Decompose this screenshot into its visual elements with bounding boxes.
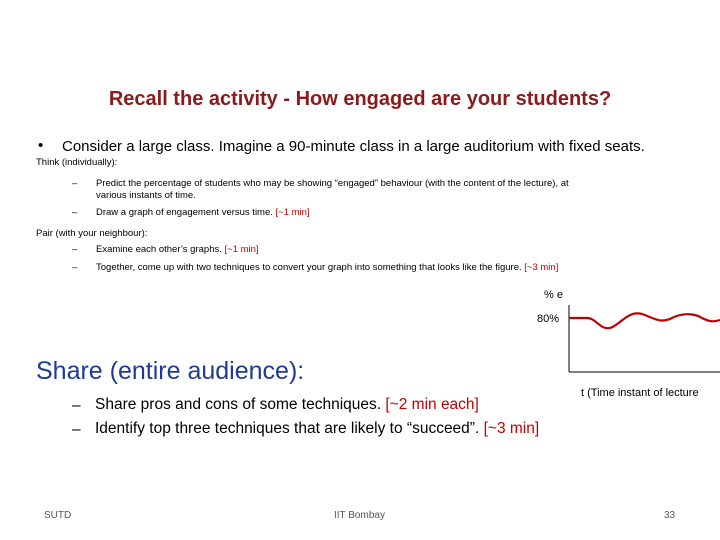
bullet-marker: • — [38, 137, 44, 154]
share-item-2 — [95, 420, 539, 438]
slide-title: Recall the activity - How engaged are your students? — [108, 88, 612, 110]
think-item-2-text: Draw a graph of engagement versus time. — [96, 207, 273, 218]
pair-item-1-dash: – — [72, 244, 78, 255]
pair-heading: Pair (with your neighbour): — [36, 228, 148, 239]
bullet-text: Consider a large class. Imagine a 90-minute class in a large auditorium with fixed seats. — [62, 138, 645, 155]
figure-x-axis-label: t (Time instant of lecture — [581, 387, 699, 399]
share-item-2-dash: – — [72, 421, 81, 438]
pair-item-2-dash: – — [72, 262, 78, 273]
share-item-2-time: [~3 min] — [483, 420, 540, 437]
think-item-1-line1: Predict the percentage of students who may be showing “engaged” behaviour (with the content of the lecture), at — [96, 178, 569, 189]
engagement-curve — [569, 313, 720, 328]
figure-y-axis-label: % e — [544, 289, 563, 301]
share-item-2-text: Identify top three techniques that are likely to “succeed”. — [95, 420, 480, 437]
think-item-1-line2: various instants of time. — [96, 190, 196, 201]
think-item-1-dash: – — [72, 178, 78, 189]
footer-left: SUTD — [44, 510, 72, 521]
pair-item-1-time: [~1 min] — [224, 244, 259, 255]
pair-item-2-time: [~3 min] — [524, 262, 559, 273]
think-heading: Think (individually): — [36, 157, 118, 168]
share-heading: Share (entire audience): — [36, 357, 305, 385]
pair-item-2-text: Together, come up with two techniques to convert your graph into something that looks like the figure. — [96, 262, 522, 273]
footer-center: IIT Bombay — [334, 510, 385, 521]
page-number: 33 — [664, 510, 676, 521]
share-item-1-text: Share pros and cons of some techniques. — [95, 396, 382, 413]
pair-item-1-text: Examine each other’s graphs. — [96, 244, 222, 255]
share-item-1-time: [~2 min each] — [385, 396, 479, 413]
figure-level-label: 80% — [537, 313, 560, 325]
think-item-2-time: [~1 min] — [275, 207, 310, 218]
think-item-2-dash: – — [72, 207, 78, 218]
share-item-1-dash: – — [72, 397, 81, 414]
share-item-1 — [95, 396, 479, 414]
